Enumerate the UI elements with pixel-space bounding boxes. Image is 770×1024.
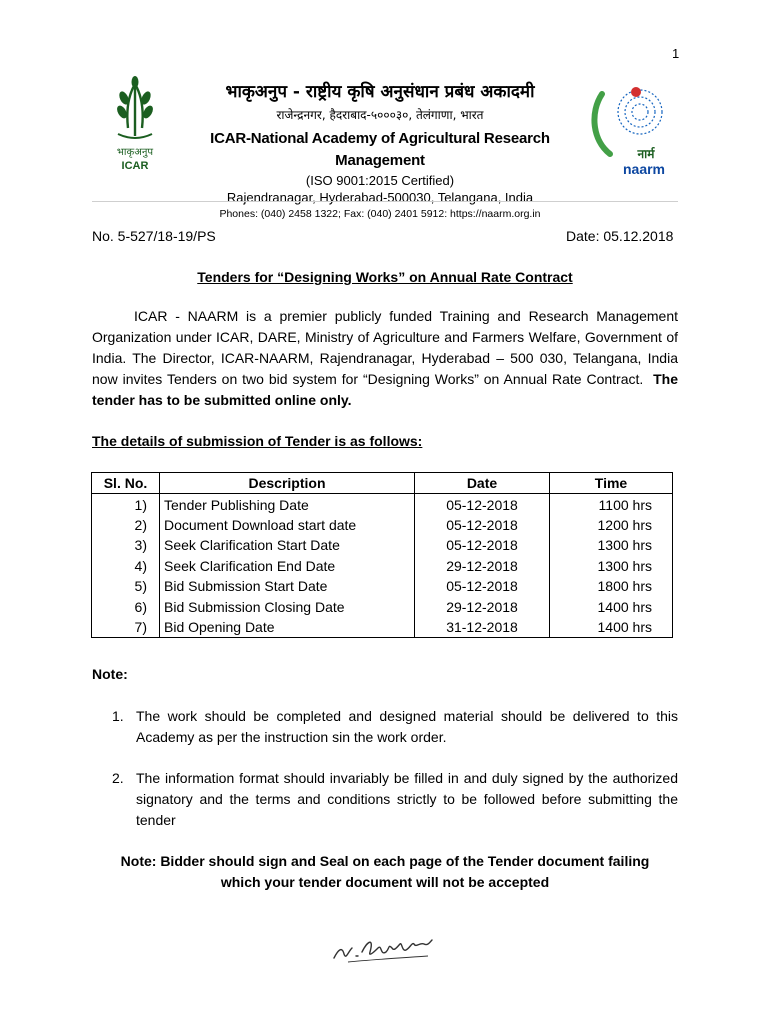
final-note (92, 851, 678, 893)
naarm-logo (584, 82, 680, 178)
page-number: 1 (672, 46, 680, 61)
table-row (92, 535, 673, 555)
row-description: Seek Clarification Start Date (160, 535, 415, 555)
note-text: The information format should invariably be filled in and duly signed by the authorized signatory and the terms and conditions strictly to be followed before submitting the tender (136, 770, 678, 828)
row-date: 05-12-2018 (415, 515, 550, 535)
hindi-address: राजेन्द्रनगर, हैदराबाद-५०००३०, तेलंगाणा, भारत (276, 108, 484, 122)
table-header-row (92, 473, 673, 494)
signature (328, 922, 438, 972)
row-description: Tender Publishing Date (160, 494, 415, 515)
certification: (ISO 9001:2015 Certified) (305, 173, 455, 188)
note-label: Note: (92, 666, 128, 682)
row-number: 5) (92, 576, 160, 596)
row-time: 1100 hrs (550, 494, 673, 515)
row-number: 4) (92, 556, 160, 576)
reference-number: No. 5-527/18-19/PS (92, 228, 216, 244)
row-time: 1400 hrs (550, 596, 673, 616)
reference-date: Date: 05.12.2018 (566, 228, 674, 244)
row-date: 29-12-2018 (415, 596, 550, 616)
table-row (92, 576, 673, 596)
row-description: Document Download start date (160, 515, 415, 535)
list-item (112, 706, 678, 748)
note-list (112, 706, 678, 831)
row-number: 6) (92, 596, 160, 616)
row-date: 05-12-2018 (415, 576, 550, 596)
institution-address: Rajendranagar, Hyderabad-500030, Telangana, India (226, 190, 534, 205)
final-note-line-1: Note: Bidder should sign and Seal on each page of the Tender document failing (120, 853, 650, 869)
row-number: 1) (92, 494, 160, 515)
note-number: 1. (112, 708, 124, 724)
institution-title: ICAR-National Academy of Agricultural Research Management (210, 130, 550, 169)
hindi-title: भाकृअनुप - राष्ट्रीय कृषि अनुसंधान प्रबंध अकादमी (225, 82, 535, 102)
column-header-description: Description (160, 473, 415, 494)
icar-logo-hindi-text: भाकृअनुप (116, 147, 154, 158)
table-row (92, 494, 673, 515)
row-time: 1800 hrs (550, 576, 673, 596)
column-header-time: Time (550, 473, 673, 494)
intro-text: ICAR - NAARM is a premier publicly funded Training and Research Management Organization under ICAR, DARE, Ministry of Agriculture and Farmers Welfare, Government of India. The Director, ICAR-NAARM, Rajendranagar, Hyderabad – 500 030, Telangana, India now invites Tenders on two bid system for “Designing Works” on Annual Rate Contract. (92, 308, 678, 387)
final-note-line-2: which your tender document will not be accepted (220, 874, 550, 890)
row-date: 29-12-2018 (415, 556, 550, 576)
naarm-swirl-icon (594, 87, 662, 154)
contact-line: Phones: (040) 2458 1322; Fax: (040) 2401 5912: https://naarm.org.in (219, 208, 541, 220)
row-description: Bid Submission Start Date (160, 576, 415, 596)
row-date: 05-12-2018 (415, 494, 550, 515)
header-divider (92, 201, 678, 202)
document-title: Tenders for “Designing Works” on Annual Rate Contract (197, 269, 573, 285)
wheat-emblem-icon (115, 76, 155, 138)
details-heading: The details of submission of Tender is as follows: (92, 433, 423, 449)
naarm-logo-hindi-text: नार्म (637, 147, 655, 161)
intro-paragraph (92, 306, 678, 411)
row-time: 1300 hrs (550, 535, 673, 555)
note-text: The work should be completed and designed material should be delivered to this Academy as per the instruction sin the work order. (136, 708, 678, 745)
row-description: Seek Clarification End Date (160, 556, 415, 576)
column-header-sl-no: Sl. No. (92, 473, 160, 494)
table-row (92, 596, 673, 616)
row-description: Bid Submission Closing Date (160, 596, 415, 616)
row-date: 31-12-2018 (415, 617, 550, 638)
column-header-date: Date (415, 473, 550, 494)
table-row (92, 556, 673, 576)
list-item (112, 768, 678, 831)
row-description: Bid Opening Date (160, 617, 415, 638)
row-time: 1300 hrs (550, 556, 673, 576)
note-number: 2. (112, 770, 124, 786)
row-time: 1200 hrs (550, 515, 673, 535)
table-row (92, 617, 673, 638)
icar-logo-text: ICAR (121, 160, 149, 172)
row-number: 7) (92, 617, 160, 638)
tender-schedule-table (91, 472, 673, 638)
intro-emphasis: The tender has to be submitted online only. (92, 371, 678, 408)
row-date: 05-12-2018 (415, 535, 550, 555)
row-number: 3) (92, 535, 160, 555)
icar-logo (104, 76, 166, 176)
row-time: 1400 hrs (550, 617, 673, 638)
table-row (92, 515, 673, 535)
row-number: 2) (92, 515, 160, 535)
naarm-logo-text: naarm (622, 161, 666, 177)
